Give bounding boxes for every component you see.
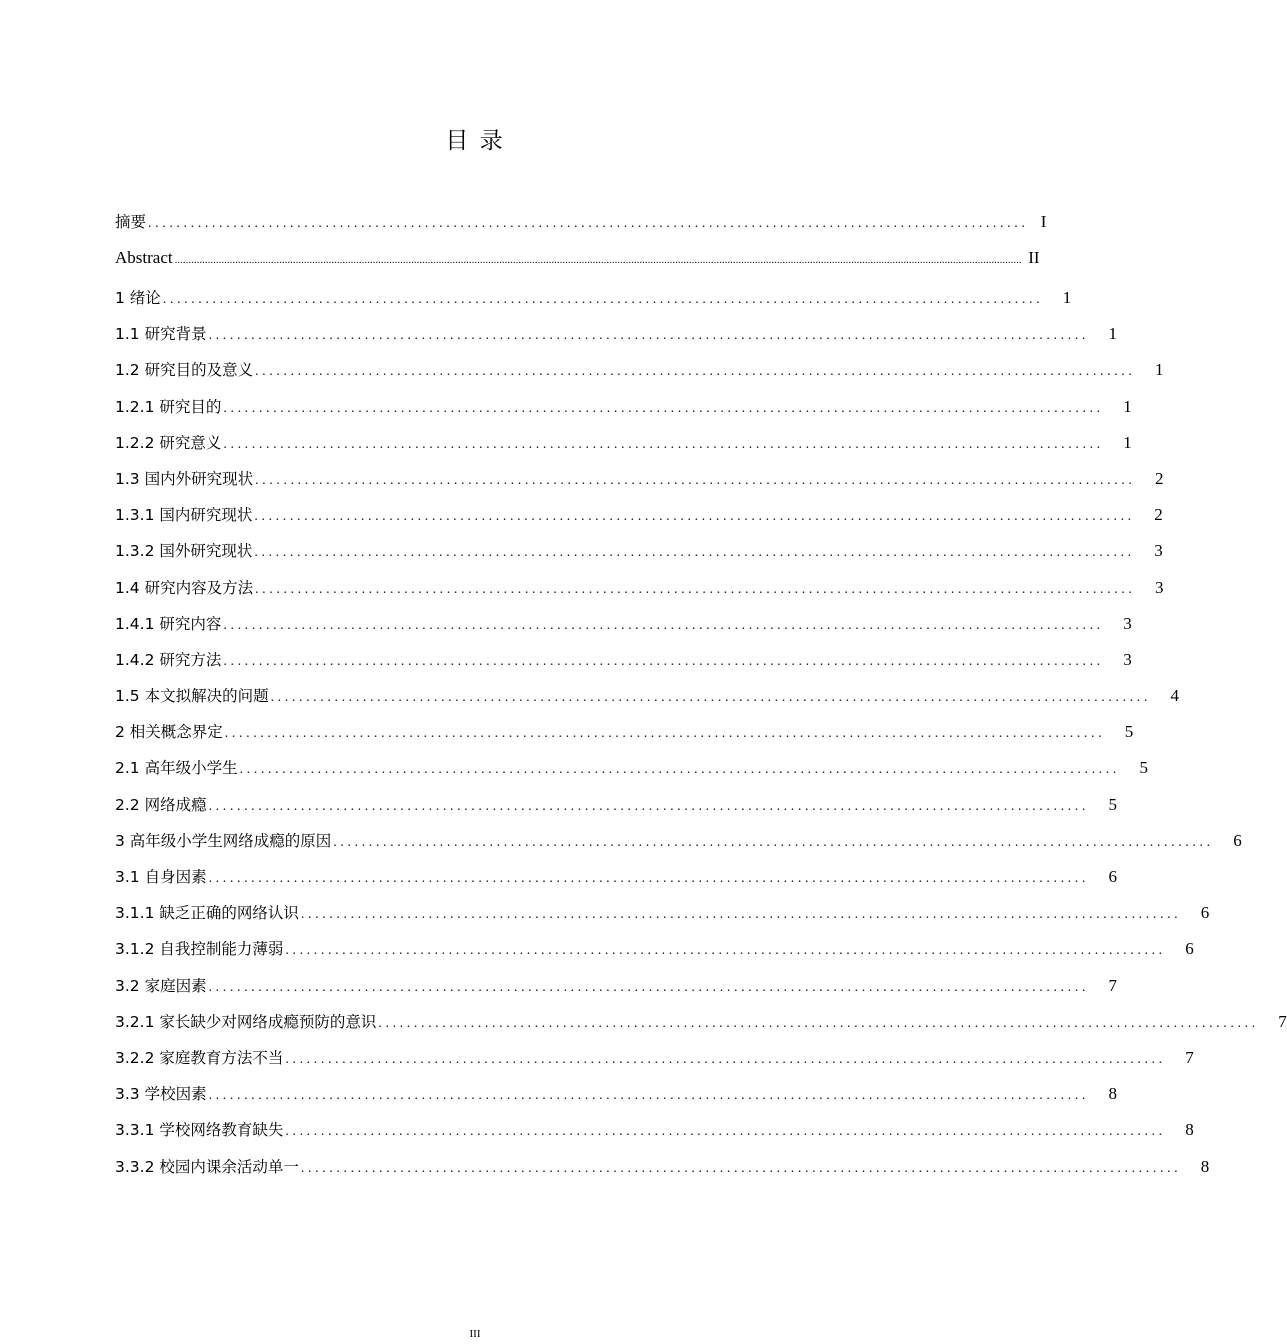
table-of-contents: [115, 210, 1287, 1191]
toc-entry-label: 3.3.2 校园内课余活动单一: [115, 1157, 299, 1176]
toc-entry-page: 7: [1185, 1047, 1194, 1067]
toc-entry[interactable]: [115, 901, 1210, 937]
toc-leader-dots: ............................................................................................................................: [333, 834, 1214, 850]
toc-entry-label: 1.2.1 研究目的: [115, 397, 222, 416]
toc-entry-page: 6: [1200, 903, 1210, 923]
toc-entry-page: 7: [1108, 975, 1117, 995]
toc-entry-label: 2.2 网络成瘾: [115, 795, 207, 814]
toc-leader-dots: ............................................................................................................................: [378, 1015, 1259, 1031]
toc-entry[interactable]: [115, 720, 1134, 756]
toc-leader-dots: ............................................................................................................................: [162, 292, 1044, 307]
toc-entry-label: 3.2 家庭因素: [115, 976, 207, 995]
toc-entry[interactable]: [115, 248, 1040, 286]
toc-entry-label: 1.4.2 研究方法: [115, 650, 222, 669]
toc-entry-label: 1.2 研究目的及意义: [115, 361, 254, 380]
toc-leader-dots: ............................................................................................................................: [285, 1051, 1166, 1067]
toc-title: 目 录: [445, 128, 505, 154]
toc-leader-dots: ............................................................................................................................: [254, 509, 1135, 525]
toc-leader-dots: ............................................................................................................................: [300, 907, 1182, 923]
toc-entry[interactable]: [115, 467, 1164, 503]
toc-entry-page: 6: [1185, 939, 1194, 959]
toc-entry-label: 3.1.1 缺乏正确的网络认识: [115, 904, 299, 923]
toc-entry-label: 摘要: [115, 213, 147, 231]
toc-entry-page: 1: [1123, 432, 1132, 452]
toc-entry[interactable]: [115, 1010, 1287, 1046]
toc-entry-label: 1.4 研究内容及方法: [115, 578, 254, 597]
toc-leader-dots: ............................................................................................................................: [285, 943, 1166, 959]
toc-leader-dots: ............................................................................................................................: [255, 364, 1136, 380]
toc-entry-page: 1: [1154, 360, 1164, 380]
toc-entry-label: 3 高年级小学生网络成瘾的原因: [115, 831, 332, 850]
toc-leader-dots: ............................................................................................................................: [224, 726, 1106, 742]
toc-leader-dots: ............................................................................................................................: [255, 472, 1136, 488]
toc-leader-dots: ............................................................................................................................: [223, 436, 1104, 452]
toc-entry[interactable]: [115, 431, 1132, 467]
toc-leader-dots: ............................................................................................................................: [208, 1088, 1089, 1104]
toc-leader-dots: ............................................................................................................................: [270, 690, 1151, 706]
toc-entry[interactable]: [115, 1155, 1210, 1191]
toc-entry-page: 1: [1062, 288, 1072, 307]
toc-entry[interactable]: [115, 829, 1242, 865]
toc-entry[interactable]: [115, 865, 1117, 901]
toc-entry-page: 8: [1108, 1084, 1117, 1104]
toc-entry-page: 2: [1154, 468, 1164, 488]
toc-leader-dots: ............................................................................................................................: [239, 762, 1120, 778]
toc-entry[interactable]: [115, 648, 1132, 684]
toc-entry-page: 3: [1123, 613, 1132, 633]
toc-entry-label: 1.3.2 国外研究现状: [115, 542, 253, 561]
toc-entry-page: I: [1040, 212, 1047, 231]
toc-entry-label: 3.1 自身因素: [115, 868, 207, 886]
toc-entry[interactable]: [115, 612, 1132, 648]
toc-leader-dots: ............................................................................................................................: [254, 545, 1135, 561]
toc-entry[interactable]: [115, 1046, 1194, 1082]
toc-leader-dots: ............................................................................................................................: [223, 653, 1104, 669]
toc-entry-label: 2 相关概念界定: [115, 723, 223, 742]
toc-entry[interactable]: [115, 576, 1164, 612]
toc-entry-page: 5: [1108, 794, 1117, 814]
toc-leader-dots: ............................................................................................................................: [148, 216, 1029, 231]
toc-entry-page: 3: [1154, 577, 1164, 597]
toc-entry[interactable]: [115, 974, 1117, 1010]
toc-leader-dots: ............................................................................................................................: [223, 400, 1104, 416]
toc-entry[interactable]: [115, 793, 1117, 829]
toc-entry[interactable]: [115, 358, 1164, 394]
toc-leader-dots: ............................................................................................................................: [208, 979, 1089, 995]
toc-entry-label: 1.2.2 研究意义: [115, 433, 222, 452]
toc-entry[interactable]: [115, 684, 1179, 720]
toc-entry-label: 1.5 本文拟解决的问题: [115, 687, 269, 706]
toc-entry[interactable]: [115, 322, 1117, 358]
page-number-footer: III: [469, 1328, 481, 1340]
toc-entry-page: 6: [1233, 830, 1242, 850]
toc-entry-page: 4: [1170, 686, 1179, 706]
toc-entry-label: 2.1 高年级小学生: [115, 759, 238, 778]
toc-entry-label: 3.3 学校因素: [115, 1085, 207, 1104]
toc-entry-label: 1.3.1 国内研究现状: [115, 506, 253, 525]
toc-leader-dots: ............................................................................................................................: [223, 617, 1104, 633]
toc-entry[interactable]: [115, 503, 1163, 539]
toc-entry[interactable]: [115, 937, 1194, 973]
toc-entry-page: 8: [1185, 1120, 1194, 1140]
toc-entry-page: 5: [1139, 758, 1148, 778]
toc-entry-label: 1.1 研究背景: [115, 325, 207, 344]
toc-leader-dots: ............................................................................................................................: [300, 1160, 1182, 1176]
toc-entry-label: 3.2.1 家长缺少对网络成瘾预防的意识: [115, 1012, 377, 1031]
toc-entry-page: 1: [1108, 324, 1117, 344]
toc-entry-label: Abstract: [115, 248, 173, 267]
toc-entry-label: 1 绪论: [115, 289, 161, 307]
toc-entry-label: 1.3 国内外研究现状: [115, 469, 254, 488]
toc-entry[interactable]: [115, 210, 1047, 248]
toc-leader-dots: ............................................................................................................................: [208, 871, 1089, 886]
toc-entry-page: 8: [1200, 1156, 1210, 1176]
toc-entry-page: 7: [1278, 1011, 1287, 1031]
toc-entry-label: 3.3.1 学校网络教育缺失: [115, 1121, 284, 1140]
toc-entry-page: 1: [1123, 396, 1132, 416]
toc-entry[interactable]: [115, 539, 1163, 575]
toc-leader-dots: ............................................................................................................................: [208, 328, 1089, 344]
toc-entry[interactable]: [115, 756, 1148, 792]
toc-entry-page: 5: [1124, 722, 1134, 742]
toc-entry[interactable]: [115, 1118, 1194, 1154]
toc-entry[interactable]: [115, 286, 1072, 322]
toc-entry-page: 3: [1154, 541, 1163, 561]
toc-entry[interactable]: [115, 395, 1132, 431]
toc-entry-label: 3.1.2 自我控制能力薄弱: [115, 940, 284, 959]
toc-entry-label: 1.4.1 研究内容: [115, 614, 222, 633]
toc-entry-label: 3.2.2 家庭教育方法不当: [115, 1048, 284, 1067]
toc-entry-page: II: [1028, 248, 1040, 267]
toc-entry-page: 6: [1108, 867, 1117, 886]
toc-entry[interactable]: [115, 1082, 1117, 1118]
toc-leader-dots: ............................................................................................................................: [285, 1124, 1166, 1140]
toc-leader-dots: ....................................................................................................................................................................................................................................................................................................................: [174, 254, 1022, 266]
toc-leader-dots: ............................................................................................................................: [255, 581, 1136, 597]
toc-entry-page: 2: [1154, 505, 1163, 525]
toc-leader-dots: ............................................................................................................................: [208, 798, 1089, 814]
toc-entry-page: 3: [1123, 649, 1132, 669]
